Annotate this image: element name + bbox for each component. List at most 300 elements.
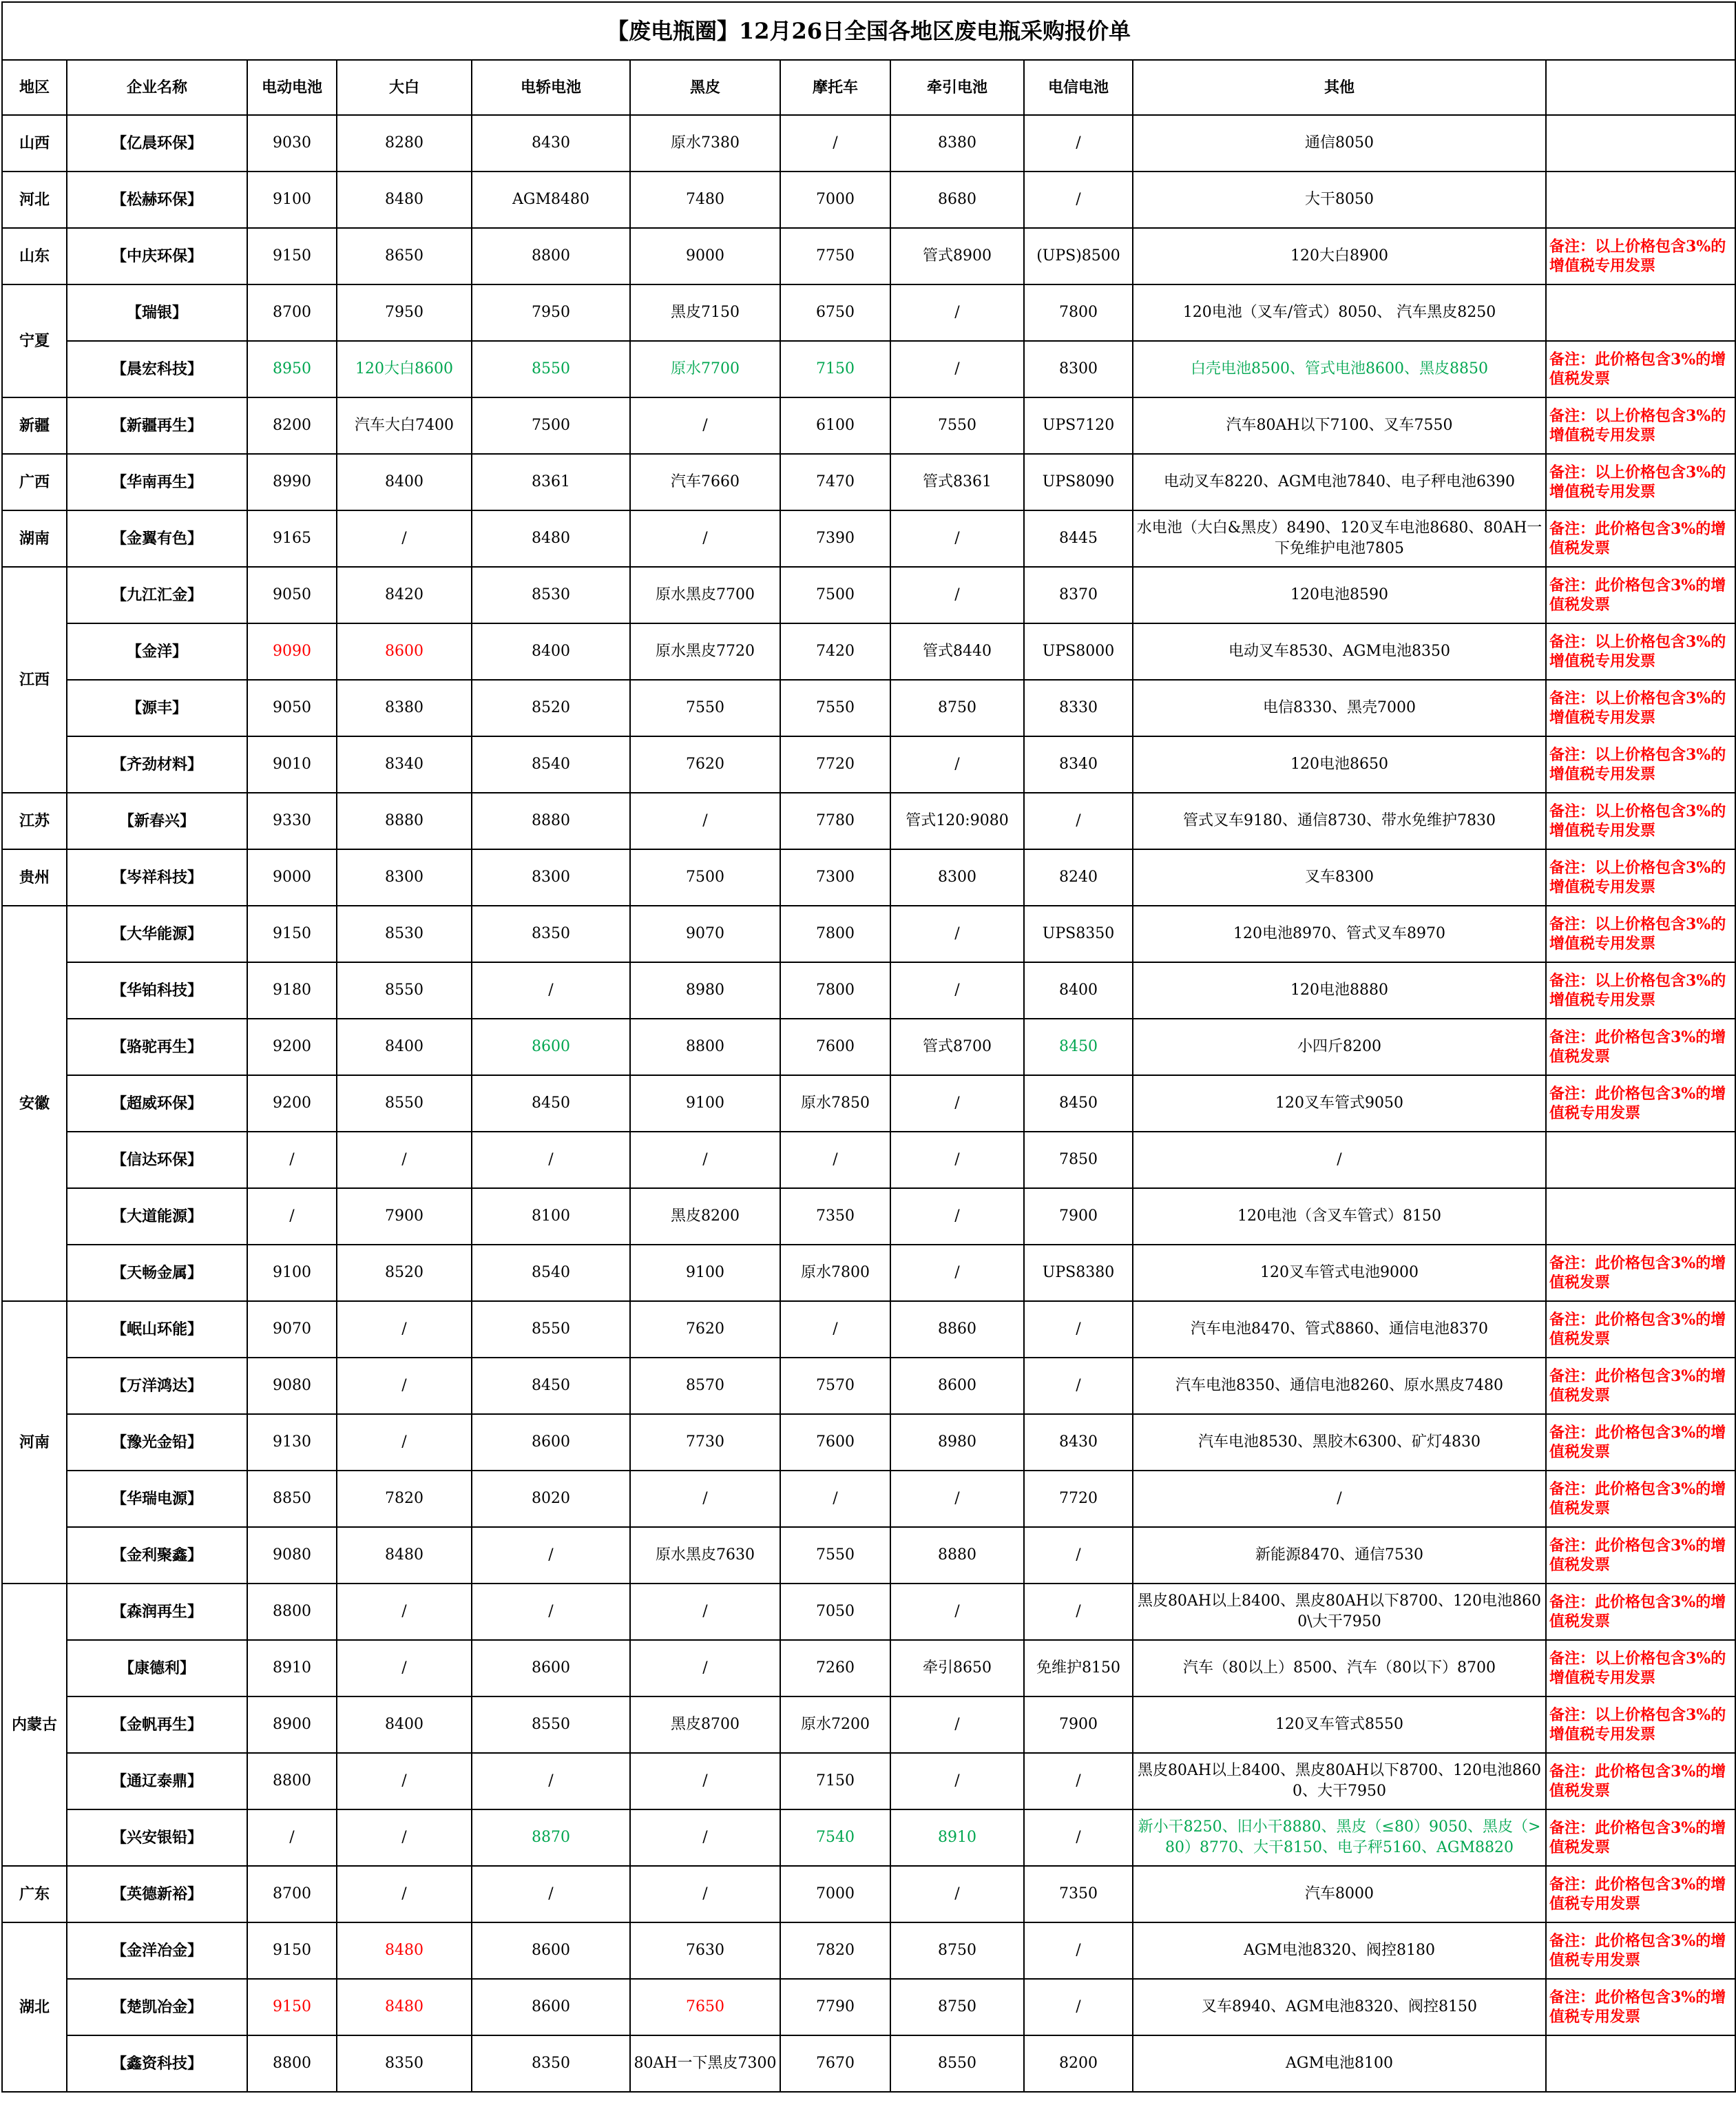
electric-battery-cell: 9000 bbox=[247, 849, 337, 906]
table-row bbox=[2, 906, 1735, 962]
dabai-cell: 汽车大白7400 bbox=[337, 397, 472, 454]
telecom-cell: UPS8000 bbox=[1024, 623, 1133, 680]
dabai-cell: / bbox=[337, 1753, 472, 1809]
table-row bbox=[2, 793, 1735, 849]
table-row bbox=[2, 1866, 1735, 1922]
telecom-cell: / bbox=[1024, 115, 1133, 172]
dabai-cell: 8550 bbox=[337, 962, 472, 1019]
header-region: 地区 bbox=[2, 60, 67, 115]
electric-battery-cell: 9070 bbox=[247, 1301, 337, 1358]
heipi-cell: 7620 bbox=[630, 736, 780, 793]
electric-battery-cell: 8200 bbox=[247, 397, 337, 454]
telecom-cell: 7900 bbox=[1024, 1696, 1133, 1753]
other-cell: 新小干8250、旧小干8880、黑皮（≤80）9050、黑皮（>80）8770、大干8150、电子秤5160、AGM8820 bbox=[1133, 1809, 1546, 1866]
company-cell: 【英德新裕】 bbox=[67, 1866, 247, 1922]
car-battery-cell: 8020 bbox=[472, 1471, 630, 1527]
motorcycle-cell: 7000 bbox=[780, 172, 890, 228]
heipi-cell: 80AH一下黑皮7300 bbox=[630, 2035, 780, 2092]
header-motorcycle: 摩托车 bbox=[780, 60, 890, 115]
telecom-cell: / bbox=[1024, 1301, 1133, 1358]
note-cell: 备注：此价格包含3%的增值税发票 bbox=[1546, 1245, 1735, 1301]
note-cell: 备注：以上价格包含3%的增值税专用发票 bbox=[1546, 962, 1735, 1019]
other-cell: / bbox=[1133, 1132, 1546, 1188]
dabai-cell: 8600 bbox=[337, 623, 472, 680]
motorcycle-cell: 7600 bbox=[780, 1019, 890, 1075]
motorcycle-cell: / bbox=[780, 1132, 890, 1188]
heipi-cell: 8570 bbox=[630, 1358, 780, 1414]
dabai-cell: 7820 bbox=[337, 1471, 472, 1527]
heipi-cell: / bbox=[630, 397, 780, 454]
table-row bbox=[2, 1301, 1735, 1358]
heipi-cell: / bbox=[630, 793, 780, 849]
heipi-cell: / bbox=[630, 1471, 780, 1527]
other-cell: 汽车80AH以下7100、叉车7550 bbox=[1133, 397, 1546, 454]
header-car-battery: 电轿电池 bbox=[472, 60, 630, 115]
car-battery-cell: 8550 bbox=[472, 1696, 630, 1753]
motorcycle-cell: 7780 bbox=[780, 793, 890, 849]
heipi-cell: 7630 bbox=[630, 1922, 780, 1979]
table-row bbox=[2, 1358, 1735, 1414]
traction-cell: 8750 bbox=[890, 680, 1024, 736]
other-cell: 120叉车管式8550 bbox=[1133, 1696, 1546, 1753]
company-cell: 【骆驼再生】 bbox=[67, 1019, 247, 1075]
note-cell: 备注：以上价格包含3%的增值税专用发票 bbox=[1546, 906, 1735, 962]
note-cell: 备注：以上价格包含3%的增值税专用发票 bbox=[1546, 623, 1735, 680]
company-cell: 【通辽泰鼎】 bbox=[67, 1753, 247, 1809]
telecom-cell: 8300 bbox=[1024, 341, 1133, 397]
heipi-cell: 9100 bbox=[630, 1245, 780, 1301]
note-cell: 备注：此价格包含3%的增值税发票 bbox=[1546, 1358, 1735, 1414]
other-cell: 汽车（80以上）8500、汽车（80以下）8700 bbox=[1133, 1640, 1546, 1696]
dabai-cell: / bbox=[337, 1301, 472, 1358]
car-battery-cell: 8540 bbox=[472, 1245, 630, 1301]
heipi-cell: / bbox=[630, 1809, 780, 1866]
company-cell: 【康德利】 bbox=[67, 1640, 247, 1696]
company-cell: 【金洋冶金】 bbox=[67, 1922, 247, 1979]
company-cell: 【金翼有色】 bbox=[67, 510, 247, 567]
car-battery-cell: / bbox=[472, 1866, 630, 1922]
note-cell: 备注：此价格包含3%的增值税发票 bbox=[1546, 1527, 1735, 1584]
motorcycle-cell: 7600 bbox=[780, 1414, 890, 1471]
car-battery-cell: / bbox=[472, 1527, 630, 1584]
traction-cell: / bbox=[890, 1075, 1024, 1132]
heipi-cell: 7500 bbox=[630, 849, 780, 906]
heipi-cell: 9070 bbox=[630, 906, 780, 962]
table-row bbox=[2, 1245, 1735, 1301]
table-row bbox=[2, 341, 1735, 397]
company-cell: 【瑞银】 bbox=[67, 284, 247, 341]
traction-cell: / bbox=[890, 906, 1024, 962]
title-row bbox=[2, 2, 1735, 60]
electric-battery-cell: 9150 bbox=[247, 228, 337, 284]
company-cell: 【金洋】 bbox=[67, 623, 247, 680]
table-row bbox=[2, 1075, 1735, 1132]
other-cell: 黑皮80AH以上8400、黑皮80AH以下8700、120电池8600、大干7950 bbox=[1133, 1753, 1546, 1809]
traction-cell: / bbox=[890, 284, 1024, 341]
company-cell: 【楚凯冶金】 bbox=[67, 1979, 247, 2035]
heipi-cell: 8800 bbox=[630, 1019, 780, 1075]
dabai-cell: 8480 bbox=[337, 1979, 472, 2035]
other-cell: 管式叉车9180、通信8730、带水免维护7830 bbox=[1133, 793, 1546, 849]
other-cell: 新能源8470、通信7530 bbox=[1133, 1527, 1546, 1584]
electric-battery-cell: 9090 bbox=[247, 623, 337, 680]
traction-cell: / bbox=[890, 1471, 1024, 1527]
telecom-cell: / bbox=[1024, 1527, 1133, 1584]
traction-cell: / bbox=[890, 1188, 1024, 1245]
note-cell bbox=[1546, 172, 1735, 228]
telecom-cell: UPS8350 bbox=[1024, 906, 1133, 962]
table-row bbox=[2, 454, 1735, 510]
dabai-cell: / bbox=[337, 1809, 472, 1866]
car-battery-cell: 8100 bbox=[472, 1188, 630, 1245]
telecom-cell: 7800 bbox=[1024, 284, 1133, 341]
company-cell: 【亿晨环保】 bbox=[67, 115, 247, 172]
note-cell: 备注：以上价格包含3%的增值税专用发票 bbox=[1546, 849, 1735, 906]
heipi-cell: 原水黑皮7630 bbox=[630, 1527, 780, 1584]
car-battery-cell: 8870 bbox=[472, 1809, 630, 1866]
telecom-cell: (UPS)8500 bbox=[1024, 228, 1133, 284]
region-cell: 山东 bbox=[2, 228, 67, 284]
telecom-cell: / bbox=[1024, 793, 1133, 849]
header-heipi: 黑皮 bbox=[630, 60, 780, 115]
other-cell: 120电池（叉车/管式）8050、 汽车黑皮8250 bbox=[1133, 284, 1546, 341]
dabai-cell: 8400 bbox=[337, 1696, 472, 1753]
telecom-cell: / bbox=[1024, 1809, 1133, 1866]
dabai-cell: 8480 bbox=[337, 1922, 472, 1979]
region-cell: 宁夏 bbox=[2, 284, 67, 397]
heipi-cell: 7650 bbox=[630, 1979, 780, 2035]
sheet-title: 【废电瓶圈】12月26日全国各地区废电瓶采购报价单 bbox=[2, 2, 1735, 60]
region-cell: 新疆 bbox=[2, 397, 67, 454]
car-battery-cell: 8800 bbox=[472, 228, 630, 284]
header-company: 企业名称 bbox=[67, 60, 247, 115]
other-cell: 120电池8590 bbox=[1133, 567, 1546, 623]
other-cell: 大干8050 bbox=[1133, 172, 1546, 228]
table-row bbox=[2, 736, 1735, 793]
header-telecom: 电信电池 bbox=[1024, 60, 1133, 115]
electric-battery-cell: 8700 bbox=[247, 284, 337, 341]
car-battery-cell: 8520 bbox=[472, 680, 630, 736]
electric-battery-cell: 8850 bbox=[247, 1471, 337, 1527]
region-cell: 河北 bbox=[2, 172, 67, 228]
company-cell: 【岷山环能】 bbox=[67, 1301, 247, 1358]
heipi-cell: 7550 bbox=[630, 680, 780, 736]
motorcycle-cell: / bbox=[780, 1301, 890, 1358]
car-battery-cell: 8300 bbox=[472, 849, 630, 906]
company-cell: 【信达环保】 bbox=[67, 1132, 247, 1188]
company-cell: 【万洋鸿达】 bbox=[67, 1358, 247, 1414]
other-cell: 120叉车管式电池9000 bbox=[1133, 1245, 1546, 1301]
note-cell: 备注：此价格包含3%的增值税专用发票 bbox=[1546, 1866, 1735, 1922]
motorcycle-cell: 7790 bbox=[780, 1979, 890, 2035]
other-cell: 汽车8000 bbox=[1133, 1866, 1546, 1922]
electric-battery-cell: / bbox=[247, 1188, 337, 1245]
dabai-cell: 8380 bbox=[337, 680, 472, 736]
heipi-cell: / bbox=[630, 1753, 780, 1809]
electric-battery-cell: 9180 bbox=[247, 962, 337, 1019]
dabai-cell: 8480 bbox=[337, 1527, 472, 1584]
company-cell: 【岑祥科技】 bbox=[67, 849, 247, 906]
note-cell bbox=[1546, 284, 1735, 341]
company-cell: 【华铂科技】 bbox=[67, 962, 247, 1019]
motorcycle-cell: 原水7200 bbox=[780, 1696, 890, 1753]
company-cell: 【大道能源】 bbox=[67, 1188, 247, 1245]
heipi-cell: / bbox=[630, 1640, 780, 1696]
telecom-cell: 8370 bbox=[1024, 567, 1133, 623]
motorcycle-cell: 6100 bbox=[780, 397, 890, 454]
header-note bbox=[1546, 60, 1735, 115]
heipi-cell: 原水7380 bbox=[630, 115, 780, 172]
note-cell: 备注：以上价格包含3%的增值税专用发票 bbox=[1546, 454, 1735, 510]
company-cell: 【新疆再生】 bbox=[67, 397, 247, 454]
company-cell: 【松赫环保】 bbox=[67, 172, 247, 228]
car-battery-cell: 8550 bbox=[472, 1301, 630, 1358]
motorcycle-cell: 7800 bbox=[780, 906, 890, 962]
electric-battery-cell: 9165 bbox=[247, 510, 337, 567]
company-cell: 【新春兴】 bbox=[67, 793, 247, 849]
traction-cell: 管式8700 bbox=[890, 1019, 1024, 1075]
telecom-cell: UPS8380 bbox=[1024, 1245, 1133, 1301]
motorcycle-cell: 6750 bbox=[780, 284, 890, 341]
note-cell: 备注：此价格包含3%的增值税发票 bbox=[1546, 510, 1735, 567]
traction-cell: / bbox=[890, 1696, 1024, 1753]
motorcycle-cell: 7150 bbox=[780, 1753, 890, 1809]
car-battery-cell: / bbox=[472, 1132, 630, 1188]
region-cell: 湖北 bbox=[2, 1922, 67, 2092]
traction-cell: / bbox=[890, 962, 1024, 1019]
company-cell: 【华瑞电源】 bbox=[67, 1471, 247, 1527]
other-cell: 汽车电池8350、通信电池8260、原水黑皮7480 bbox=[1133, 1358, 1546, 1414]
electric-battery-cell: 9030 bbox=[247, 115, 337, 172]
dabai-cell: 8530 bbox=[337, 906, 472, 962]
car-battery-cell: 8400 bbox=[472, 623, 630, 680]
heipi-cell: 原水黑皮7700 bbox=[630, 567, 780, 623]
note-cell: 备注：以上价格包含3%的增值税专用发票 bbox=[1546, 1696, 1735, 1753]
heipi-cell: 9000 bbox=[630, 228, 780, 284]
header-dabai: 大白 bbox=[337, 60, 472, 115]
car-battery-cell: / bbox=[472, 1753, 630, 1809]
traction-cell: / bbox=[890, 1753, 1024, 1809]
company-cell: 【中庆环保】 bbox=[67, 228, 247, 284]
motorcycle-cell: 7570 bbox=[780, 1358, 890, 1414]
telecom-cell: 免维护8150 bbox=[1024, 1640, 1133, 1696]
note-cell: 备注：此价格包含3%的增值税发票 bbox=[1546, 1019, 1735, 1075]
motorcycle-cell: 7750 bbox=[780, 228, 890, 284]
company-cell: 【豫光金铅】 bbox=[67, 1414, 247, 1471]
motorcycle-cell: 7800 bbox=[780, 962, 890, 1019]
dabai-cell: 8650 bbox=[337, 228, 472, 284]
table-row bbox=[2, 567, 1735, 623]
telecom-cell: 8340 bbox=[1024, 736, 1133, 793]
motorcycle-cell: 7550 bbox=[780, 1527, 890, 1584]
table-row bbox=[2, 1471, 1735, 1527]
motorcycle-cell: 7540 bbox=[780, 1809, 890, 1866]
car-battery-cell: 8350 bbox=[472, 906, 630, 962]
table-row bbox=[2, 1922, 1735, 1979]
motorcycle-cell: 7420 bbox=[780, 623, 890, 680]
traction-cell: / bbox=[890, 736, 1024, 793]
telecom-cell: 8330 bbox=[1024, 680, 1133, 736]
company-cell: 【金利聚鑫】 bbox=[67, 1527, 247, 1584]
other-cell: AGM电池8100 bbox=[1133, 2035, 1546, 2092]
motorcycle-cell: 7350 bbox=[780, 1188, 890, 1245]
traction-cell: / bbox=[890, 1584, 1024, 1640]
electric-battery-cell: 9150 bbox=[247, 1922, 337, 1979]
dabai-cell: 8520 bbox=[337, 1245, 472, 1301]
electric-battery-cell: 8900 bbox=[247, 1696, 337, 1753]
electric-battery-cell: 9150 bbox=[247, 1979, 337, 2035]
traction-cell: 8550 bbox=[890, 2035, 1024, 2092]
traction-cell: 8910 bbox=[890, 1809, 1024, 1866]
electric-battery-cell: 8800 bbox=[247, 1753, 337, 1809]
other-cell: 电信8330、黑壳7000 bbox=[1133, 680, 1546, 736]
other-cell: 电动叉车8220、AGM电池7840、电子秤电池6390 bbox=[1133, 454, 1546, 510]
header-electric-battery: 电动电池 bbox=[247, 60, 337, 115]
car-battery-cell: / bbox=[472, 962, 630, 1019]
other-cell: 叉车8940、AGM电池8320、阀控8150 bbox=[1133, 1979, 1546, 2035]
table-row bbox=[2, 680, 1735, 736]
electric-battery-cell: 8800 bbox=[247, 2035, 337, 2092]
motorcycle-cell: / bbox=[780, 115, 890, 172]
heipi-cell: 原水7700 bbox=[630, 341, 780, 397]
table-row bbox=[2, 1979, 1735, 2035]
region-cell: 安徽 bbox=[2, 906, 67, 1301]
telecom-cell: 8450 bbox=[1024, 1019, 1133, 1075]
region-cell: 广西 bbox=[2, 454, 67, 510]
note-cell bbox=[1546, 1132, 1735, 1188]
table-row bbox=[2, 1753, 1735, 1809]
dabai-cell: / bbox=[337, 1414, 472, 1471]
traction-cell: 牵引8650 bbox=[890, 1640, 1024, 1696]
car-battery-cell: 8430 bbox=[472, 115, 630, 172]
dabai-cell: / bbox=[337, 1584, 472, 1640]
electric-battery-cell: 9130 bbox=[247, 1414, 337, 1471]
header-traction: 牵引电池 bbox=[890, 60, 1024, 115]
traction-cell: / bbox=[890, 1866, 1024, 1922]
other-cell: 汽车电池8470、管式8860、通信电池8370 bbox=[1133, 1301, 1546, 1358]
note-cell bbox=[1546, 2035, 1735, 2092]
table-row bbox=[2, 1527, 1735, 1584]
telecom-cell: UPS7120 bbox=[1024, 397, 1133, 454]
car-battery-cell: AGM8480 bbox=[472, 172, 630, 228]
dabai-cell: 8400 bbox=[337, 454, 472, 510]
electric-battery-cell: 9080 bbox=[247, 1358, 337, 1414]
note-cell: 备注：此价格包含3%的增值税发票 bbox=[1546, 1414, 1735, 1471]
note-cell: 备注：以上价格包含3%的增值税专用发票 bbox=[1546, 228, 1735, 284]
region-cell: 内蒙古 bbox=[2, 1584, 67, 1866]
company-cell: 【晨宏科技】 bbox=[67, 341, 247, 397]
electric-battery-cell: 8800 bbox=[247, 1584, 337, 1640]
company-cell: 【华南再生】 bbox=[67, 454, 247, 510]
electric-battery-cell: 9100 bbox=[247, 172, 337, 228]
header-row bbox=[2, 60, 1735, 115]
heipi-cell: 7620 bbox=[630, 1301, 780, 1358]
traction-cell: 管式8900 bbox=[890, 228, 1024, 284]
motorcycle-cell: 原水7800 bbox=[780, 1245, 890, 1301]
table-row bbox=[2, 1640, 1735, 1696]
company-cell: 【超威环保】 bbox=[67, 1075, 247, 1132]
region-cell: 湖南 bbox=[2, 510, 67, 567]
motorcycle-cell: 7470 bbox=[780, 454, 890, 510]
dabai-cell: / bbox=[337, 1358, 472, 1414]
other-cell: / bbox=[1133, 1471, 1546, 1527]
note-cell: 备注：此价格包含3%的增值税发票 bbox=[1546, 1753, 1735, 1809]
telecom-cell: 8430 bbox=[1024, 1414, 1133, 1471]
dabai-cell: / bbox=[337, 1132, 472, 1188]
other-cell: 120电池8880 bbox=[1133, 962, 1546, 1019]
car-battery-cell: 7500 bbox=[472, 397, 630, 454]
telecom-cell: / bbox=[1024, 1358, 1133, 1414]
table-row bbox=[2, 1414, 1735, 1471]
traction-cell: 8980 bbox=[890, 1414, 1024, 1471]
table-row bbox=[2, 962, 1735, 1019]
motorcycle-cell: / bbox=[780, 1471, 890, 1527]
other-cell: 白壳电池8500、管式电池8600、黑皮8850 bbox=[1133, 341, 1546, 397]
telecom-cell: 7900 bbox=[1024, 1188, 1133, 1245]
note-cell bbox=[1546, 115, 1735, 172]
table-row bbox=[2, 510, 1735, 567]
telecom-cell: / bbox=[1024, 1979, 1133, 2035]
table-row bbox=[2, 1696, 1735, 1753]
heipi-cell: / bbox=[630, 1584, 780, 1640]
telecom-cell: / bbox=[1024, 172, 1133, 228]
motorcycle-cell: 7670 bbox=[780, 2035, 890, 2092]
table-row bbox=[2, 2035, 1735, 2092]
car-battery-cell: 8550 bbox=[472, 341, 630, 397]
other-cell: 120电池8650 bbox=[1133, 736, 1546, 793]
note-cell: 备注：以上价格包含3%的增值税专用发票 bbox=[1546, 793, 1735, 849]
electric-battery-cell: 9080 bbox=[247, 1527, 337, 1584]
company-cell: 【金帆再生】 bbox=[67, 1696, 247, 1753]
telecom-cell: / bbox=[1024, 1922, 1133, 1979]
note-cell: 备注：此价格包含3%的增值税发票 bbox=[1546, 567, 1735, 623]
note-cell: 备注：此价格包含3%的增值税专用发票 bbox=[1546, 1979, 1735, 2035]
car-battery-cell: 8600 bbox=[472, 1019, 630, 1075]
dabai-cell: / bbox=[337, 510, 472, 567]
traction-cell: / bbox=[890, 1132, 1024, 1188]
heipi-cell: 黑皮8700 bbox=[630, 1696, 780, 1753]
traction-cell: 管式120:9080 bbox=[890, 793, 1024, 849]
dabai-cell: 7900 bbox=[337, 1188, 472, 1245]
other-cell: 黑皮80AH以上8400、黑皮80AH以下8700、120电池8600\大干7950 bbox=[1133, 1584, 1546, 1640]
region-cell: 河南 bbox=[2, 1301, 67, 1584]
dabai-cell: 8480 bbox=[337, 172, 472, 228]
car-battery-cell: 8600 bbox=[472, 1414, 630, 1471]
dabai-cell: 8880 bbox=[337, 793, 472, 849]
heipi-cell: / bbox=[630, 1866, 780, 1922]
other-cell: 电动叉车8530、AGM电池8350 bbox=[1133, 623, 1546, 680]
electric-battery-cell: 9200 bbox=[247, 1019, 337, 1075]
car-battery-cell: 8600 bbox=[472, 1922, 630, 1979]
header-other: 其他 bbox=[1133, 60, 1546, 115]
dabai-cell: 8550 bbox=[337, 1075, 472, 1132]
table-row bbox=[2, 228, 1735, 284]
heipi-cell: 7730 bbox=[630, 1414, 780, 1471]
traction-cell: 8750 bbox=[890, 1922, 1024, 1979]
telecom-cell: / bbox=[1024, 1753, 1133, 1809]
price-table bbox=[1, 1, 1736, 2093]
other-cell: 120叉车管式9050 bbox=[1133, 1075, 1546, 1132]
other-cell: 水电池（大白&黑皮）8490、120叉车电池8680、80AH一下免维护电池7805 bbox=[1133, 510, 1546, 567]
note-cell: 备注：此价格包含3%的增值税发票 bbox=[1546, 1584, 1735, 1640]
dabai-cell: / bbox=[337, 1866, 472, 1922]
traction-cell: 8880 bbox=[890, 1527, 1024, 1584]
heipi-cell: / bbox=[630, 510, 780, 567]
electric-battery-cell: / bbox=[247, 1809, 337, 1866]
traction-cell: 8750 bbox=[890, 1979, 1024, 2035]
motorcycle-cell: 7300 bbox=[780, 849, 890, 906]
car-battery-cell: 8361 bbox=[472, 454, 630, 510]
